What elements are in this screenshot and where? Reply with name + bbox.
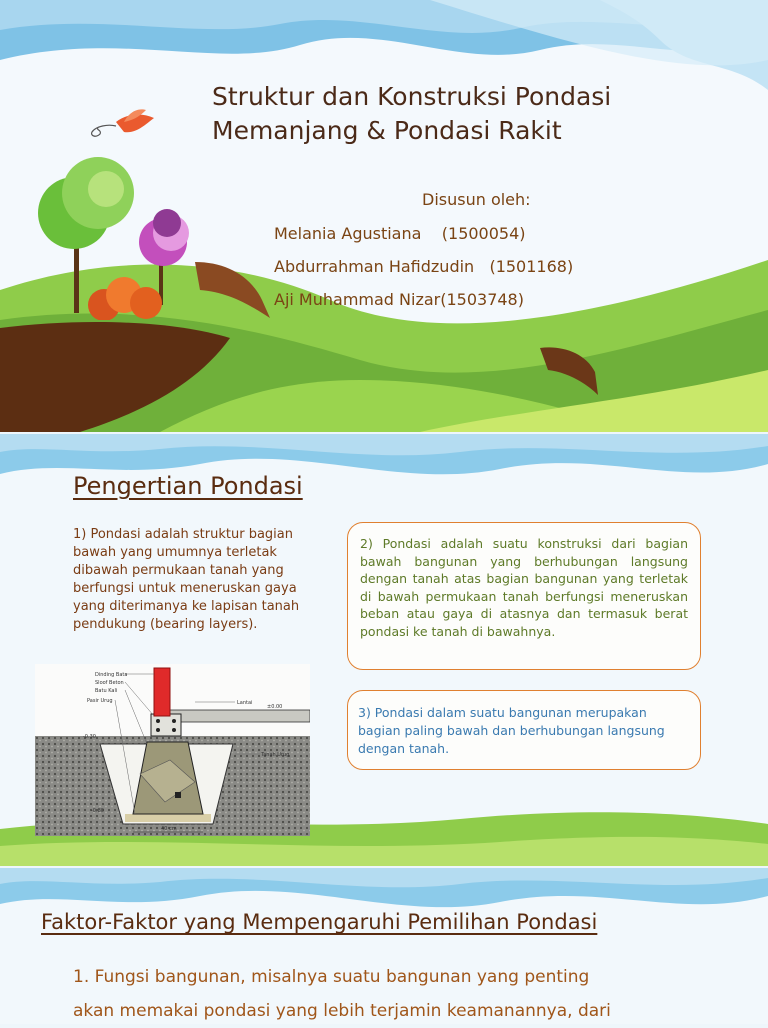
bush-orange-icon — [88, 277, 162, 320]
factor-line-2: akan memakai pondasi yang lebih terjamin keamanannya, dari — [73, 1001, 611, 1021]
definition-point-1: 1) Pondasi adalah struktur bagian bawah yang umumnya terletak dibawah permukaan tanah yang berfungsi untuk meneruskan gaya yang diterimanya ke lapisan tanah pendukung (bearing layers). — [73, 527, 300, 632]
label-tanah-urug: Tanah Urug — [261, 752, 290, 758]
foundation-diagram — [35, 664, 310, 836]
label-dinding-bata: Dinding Bata — [95, 672, 128, 678]
label-sloof-beton: Sloof Beton — [95, 680, 124, 686]
factor-text — [73, 960, 753, 1028]
title-slide — [0, 0, 768, 432]
author-3: Aji Muhammad Nizar(1503748) — [274, 290, 524, 309]
definition-box-2 — [347, 522, 701, 670]
label-level-a: -0.30 — [83, 734, 96, 740]
label-level-b: -0.80 — [91, 808, 104, 814]
presentation-title — [212, 80, 752, 148]
label-width: 40 cm — [161, 826, 177, 832]
label-pasir-urug: Pasir Urug — [87, 698, 113, 704]
label-lantai: Lantai — [237, 700, 253, 706]
label-level-top: ±0.00 — [267, 704, 283, 710]
title-line-1: Struktur dan Konstruksi Pondasi — [212, 82, 612, 111]
definition-point-3: 3) Pondasi dalam suatu bangunan merupakan bagian paling bawah dan berhubungan langsung dengan tanah. — [358, 705, 665, 756]
author-2: Abdurrahman Hafidzudin (1501168) — [274, 257, 574, 276]
trees-illustration — [26, 145, 206, 320]
definition-box-3 — [347, 690, 701, 770]
title-line-2: Memanjang & Pondasi Rakit — [212, 116, 562, 145]
section-heading-pengertian: Pengertian Pondasi — [73, 472, 303, 500]
factor-line-1: 1. Fungsi bangunan, misalnya suatu bangunan yang penting — [73, 967, 590, 987]
definition-point-2: 2) Pondasi adalah suatu konstruksi dari bagian bawah bangunan yang berhubungan langsung dengan tanah atas bagian bangunan yang terletak di bawah permukaan tanah berfungsi meneruskan beban atau gaya di atasnya dan termasuk berat pondasi ke tanah di bawahnya. — [360, 536, 688, 639]
author-heading: Disusun oleh: — [422, 190, 531, 209]
bird-icon — [86, 104, 158, 144]
section-heading-faktor: Faktor-Faktor yang Mempengaruhi Pemilihan Pondasi — [41, 910, 598, 934]
author-1: Melania Agustiana (1500054) — [274, 224, 526, 243]
label-batu-kali: Batu Kali — [95, 688, 118, 694]
